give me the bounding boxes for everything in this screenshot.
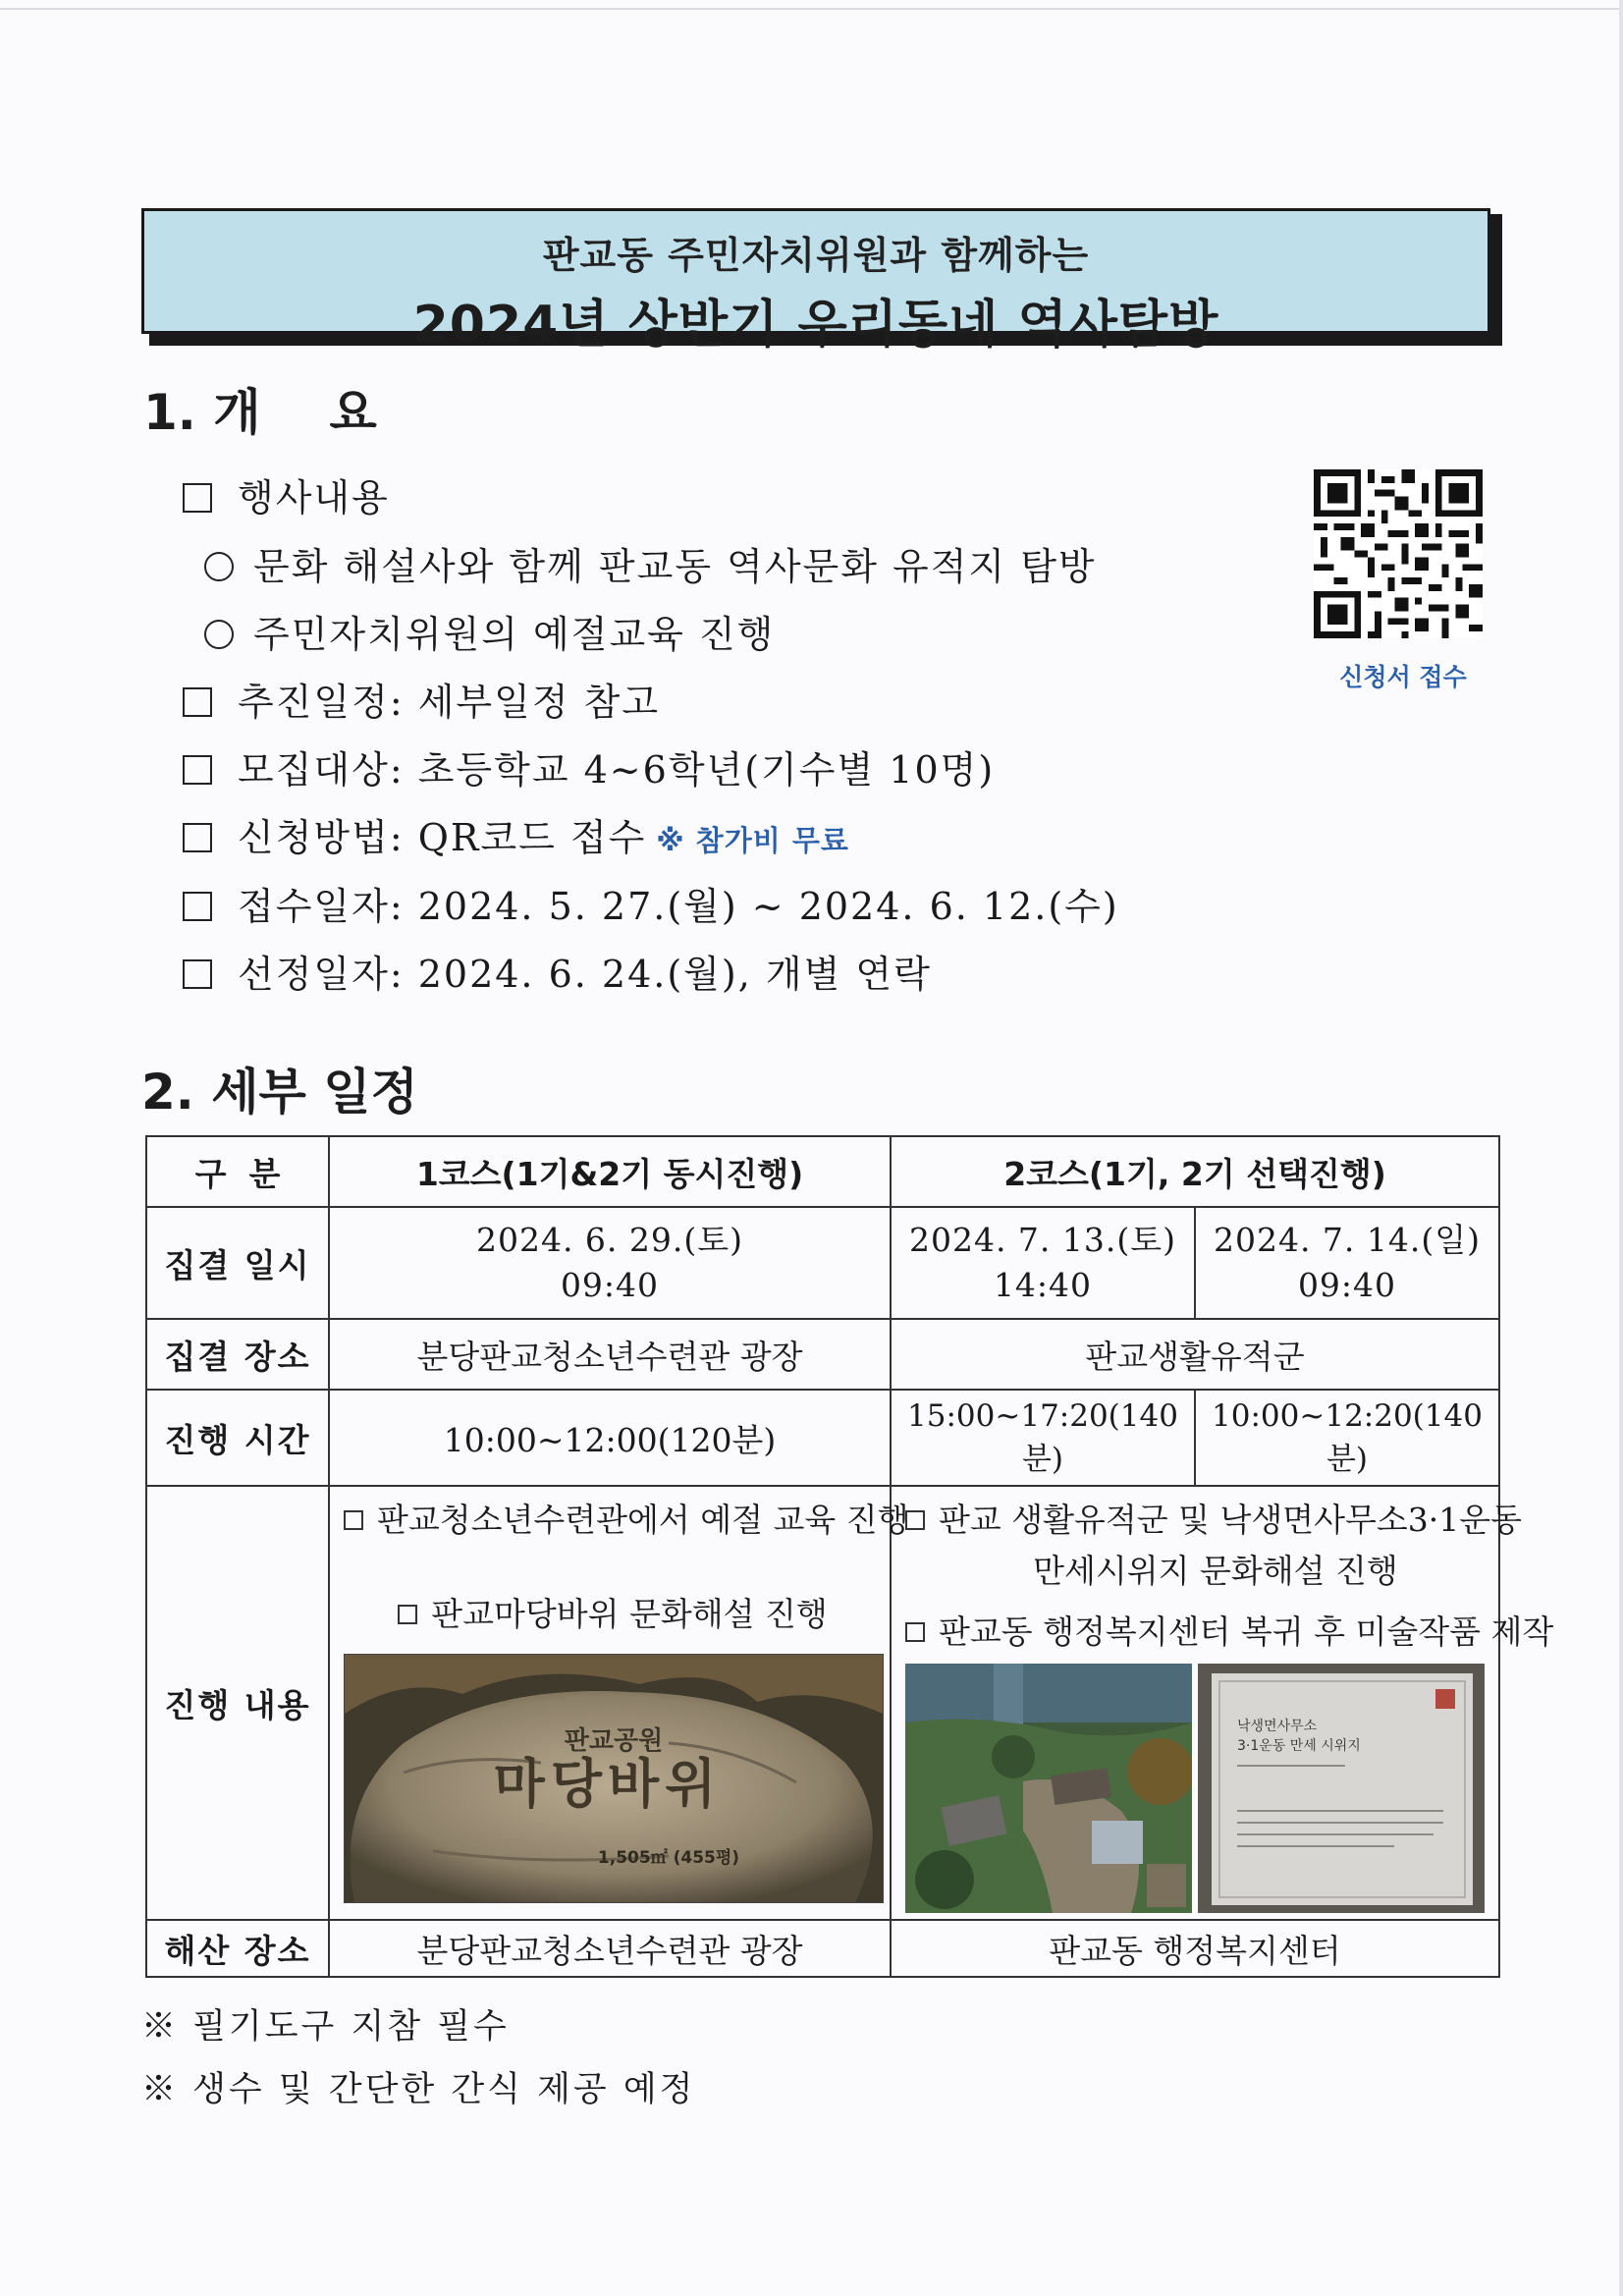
plaque-title-2: 3·1운동 만세 시위지 <box>1237 1738 1361 1754</box>
course1-activity: 판교청소년수련관에서 예절 교육 진행 <box>344 1495 882 1546</box>
title-subtitle: 판교동 주민자치위원과 함께하는 <box>542 234 1090 277</box>
photo1-caption-main: 마당바위 <box>493 1753 723 1815</box>
section-2-heading: 2. 세부 일정 <box>141 1064 418 1121</box>
independence-movement-plaque-photo <box>1198 1664 1485 1913</box>
title-box <box>141 208 1490 355</box>
checkbox-square-icon <box>183 892 212 921</box>
receipt-period-item: 접수일자: 2024. 5. 27.(월) ~ 2024. 6. 12.(수) <box>183 876 1119 930</box>
row-label-meet-place: 집결 장소 <box>146 1319 329 1390</box>
course2-content <box>891 1486 1554 1920</box>
course1-duration: 10:00~12:00(120분) <box>329 1390 891 1486</box>
checkbox-square-icon <box>183 823 212 852</box>
heritage-site-aerial-photo <box>905 1664 1192 1913</box>
row-label-content: 진행 내용 <box>146 1486 329 1920</box>
checkbox-square-icon <box>183 483 212 513</box>
scan-edge <box>0 8 1623 10</box>
checkbox-square-icon <box>183 755 212 785</box>
small-checkbox-icon <box>905 1622 925 1642</box>
course2-dismiss: 판교동 행정복지센터 <box>891 1920 1499 1977</box>
course2-activity: 판교 생활유적군 및 낙생면사무소3·1운동 <box>905 1495 1490 1546</box>
course2-activity-continued: 만세시위지 문화해설 진행 <box>1033 1552 1398 1590</box>
small-checkbox-icon <box>905 1510 925 1530</box>
event-sub-item: 주민자치위원의 예절교육 진행 <box>204 604 775 658</box>
course1-meet-place: 분당판교청소년수련관 광장 <box>329 1319 891 1390</box>
course2-photos <box>905 1664 1490 1913</box>
section-1-heading: 1. 개 요 <box>143 384 377 441</box>
qr-code-icon[interactable] <box>1314 469 1483 638</box>
circle-bullet-icon <box>204 620 234 649</box>
course2b-meet-time: 2024. 7. 14.(일) 09:40 <box>1195 1207 1499 1319</box>
course1-content <box>329 1486 909 1920</box>
photo1-caption-top: 판교공원 <box>564 1726 664 1756</box>
course2a-duration: 15:00~17:20(140분) <box>891 1390 1195 1486</box>
scan-edge <box>1619 0 1623 2296</box>
header-course-2: 2코스(1기, 2기 선택진행) <box>891 1136 1499 1207</box>
course1-activity: 판교마당바위 문화해설 진행 <box>344 1589 882 1640</box>
plaque-title-1: 낙생면사무소 <box>1237 1719 1318 1734</box>
row-label-dismiss: 해산 장소 <box>146 1920 329 1977</box>
apply-method-item: 신청방법: QR코드 접수 ※ 참가비 무료 <box>183 807 849 861</box>
schedule-table <box>145 1135 1554 1978</box>
course2a-meet-time: 2024. 7. 13.(토) 14:40 <box>891 1207 1195 1319</box>
small-checkbox-icon <box>398 1605 417 1624</box>
row-label-duration: 진행 시간 <box>146 1390 329 1486</box>
event-content-item: 행사내용 <box>183 467 390 521</box>
event-sub-item: 문화 해설사와 함께 판교동 역사문화 유적지 탐방 <box>204 536 1097 590</box>
header-category: 구 분 <box>146 1136 329 1207</box>
madang-rock-photo <box>344 1654 884 1903</box>
fee-note: ※ 참가비 무료 <box>656 824 849 857</box>
row-label-meet-time: 집결 일시 <box>146 1207 329 1319</box>
circle-bullet-icon <box>204 552 234 581</box>
photo1-caption-area: 1,505㎡ (455평) <box>597 1848 740 1868</box>
checkbox-square-icon <box>183 959 212 989</box>
checkbox-square-icon <box>183 687 212 717</box>
header-course-1: 1코스(1기&2기 동시진행) <box>329 1136 891 1207</box>
small-checkbox-icon <box>344 1510 363 1530</box>
course1-dismiss: 분당판교청소년수련관 광장 <box>329 1920 891 1977</box>
qr-label: 신청서 접수 <box>1339 663 1467 691</box>
title-main: 2024년 상반기 우리동네 역사탐방 <box>412 296 1219 355</box>
schedule-item: 추진일정: 세부일정 참고 <box>183 672 660 726</box>
course2-activity: 판교동 행정복지센터 복귀 후 미술작품 제작 <box>905 1607 1490 1658</box>
target-item: 모집대상: 초등학교 4~6학년(기수별 10명) <box>183 739 995 793</box>
footnote-2: ※ 생수 및 간단한 간식 제공 예정 <box>141 2070 696 2109</box>
selection-date-item: 선정일자: 2024. 6. 24.(월), 개별 연락 <box>183 944 932 998</box>
footnote-1: ※ 필기도구 지참 필수 <box>141 2007 510 2047</box>
course2b-duration: 10:00~12:20(140분) <box>1195 1390 1499 1486</box>
course2-meet-place: 판교생활유적군 <box>891 1319 1499 1390</box>
course1-meet-time: 2024. 6. 29.(토) 09:40 <box>329 1207 891 1319</box>
